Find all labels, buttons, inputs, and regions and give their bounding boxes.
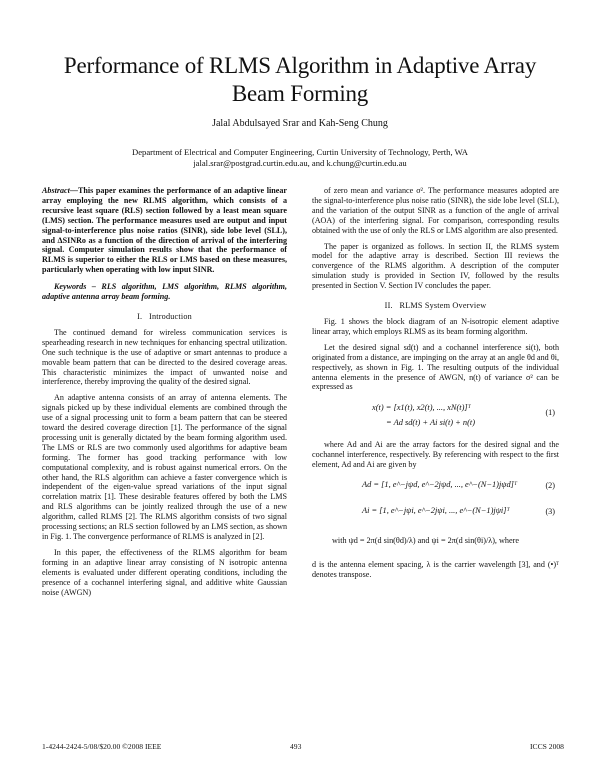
intro-paragraph: The continued demand for wireless communication services is spearheading research in new techniques for enhancing spectral utilization. One such technique is the use of adaptive or smart antennas to produce a movable beam pattern that can be directed to the desired coverage areas. This characteristic minimizes the impact of unwanted noise and interference, thereby improving the quality of the desired signal. [42,327,287,387]
equation-number: (3) [545,507,555,517]
section-number: II. [384,301,393,311]
body-paragraph: The paper is organized as follows. In section II, the RLMS system model for the adaptive array is described. Section III reviews the convergence of the RLMS algorithm. A description of the computer simulation study is provided in Section IV, followed by the results presented in Section V. Section IV concludes the paper. [312,241,559,291]
section-title: RLMS System Overview [399,301,487,311]
section-heading-introduction [42,312,287,322]
equation-body: Ai = [1, e^−jψi, e^−2jψi, ..., e^−(N−1)jψi]ᵀ [362,506,510,516]
intro-paragraph: In this paper, the effectiveness of the RLMS algorithm for beam forming in an adaptive linear array consisting of N isotropic antenna elements is evaluated under different operating conditions, including the presence of a cochannel interfering signal, and additive white Gaussian noise (AWGN) [42,547,287,597]
equation-body: Ad = [1, e^−jψd, e^−2jψd, ..., e^−(N−1)jψd]ᵀ [362,480,518,490]
left-column [42,186,287,603]
equation-number: (2) [545,481,555,491]
affiliation [0,147,600,169]
equation-1 [312,398,559,434]
psi-definition [312,528,559,556]
body-paragraph: Let the desired signal sd(t) and a cochannel interference si(t), both originated from a distance, are impinging on the array at an angle θd and θi, respectively, as shown in Fig. 1. The resulting outputs of the individual antenna elements in the presence of AWGN, n(t) of variance σ² can be expressed as [312,342,559,392]
equation-number: (1) [545,408,555,418]
affiliation-line: Department of Electrical and Computer Engineering, Curtin University of Technology, Perth, WA [132,147,468,157]
section-title: Introduction [149,311,192,321]
footer-copyright: 1-4244-2424-5/08/$20.00 ©2008 IEEE [42,742,162,751]
section-number: I. [137,311,143,321]
footer-conference: ICCS 2008 [530,742,564,751]
body-paragraph: where Ad and Ai are the array factors for the desired signal and the cochannel interference, respectively. By referencing with respect to the first element, Ad and Ai are given by [312,440,559,470]
body-paragraph: Fig. 1 shows the block diagram of an N-isotropic element adaptive linear array, which employs RLMS as its beam forming algorithm. [312,316,559,336]
intro-paragraph: An adaptive antenna consists of an array of antenna elements. The signals picked up by these individual elements are combined through the use of a signal processing unit to form a beam pattern that can be steered toward the desired coverage direction [1]. The performance of the signal processing unit is generally dictated by the beam forming algorithm used. The LMS or RLS are two commonly used algorithms for adaptive beam forming. The former has good tracking performance with low computational complexity, and is robust against numerical errors. On the other hand, the RLS algorithm can achieve a faster convergence which is independent of the eigen-value spread variations of the input signal correlation matrix [1]. These desirable features offered by both the LMS and RLS algorithms can be jointly realized through the use of a new algorithm, called RLMS [2]. The RLMS algorithm consists of two signal processing sections; an RLS section followed by an LMS section, as shown in Fig. 1. The convergence performance of RLMS is analyzed in [2]. [42,393,287,541]
equation-body [372,400,475,430]
keywords: Keywords – RLS algorithm, LMS algorithm, RLMS algorithm, adaptive antenna array beam forming. [42,282,287,302]
abstract-text: This paper examines the performance of an adaptive linear array employing the new RLMS algorithm, which consists of a recursive least square (RLS) section followed by a least mean square (LMS) section. The performance measures used are output and input signal-to-interference plus noise ratios (SINR), side lobe level (SLL), and ΔSINRo as a function of the direction of arrival of the interfering signal. Computer simulation results show that the performance of RLMS is superior to either the RLS or LMS based on these measures, particularly when operating with low input SINR. [42,186,287,275]
abstract-lead: Abstract— [42,186,78,195]
equation-3 [312,502,559,524]
equation-2 [312,476,559,498]
equation-line: = Ad sd(t) + Ai si(t) + n(t) [386,418,475,428]
body-paragraph: of zero mean and variance σ². The performance measures adopted are the signal-to-interference plus noise ratio (SINR), the side lobe level (SLL), and the variation of the output SINR as a function of the angle of arrival (AOA) of the interfering signal. For comparison, corresponding results obtained with the use of only the RLS or LMS algorithm are also presented. [312,186,559,235]
body-paragraph: d is the antenna element spacing, λ is the carrier wavelength [3], and (•)ᵀ denotes transpose. [312,560,559,579]
psi-definition-text: with ψd = 2π(d sin(θd)/λ) and ψi = 2π(d sin(θi)/λ), where [332,536,520,546]
authors: Jalal Abdulsayed Srar and Kah-Seng Chung [212,118,388,129]
page-number: 493 [290,742,302,751]
email-line: jalal.srar@postgrad.curtin.edu.au, and k.chung@curtin.edu.au [193,158,407,168]
section-heading-overview [312,301,559,311]
equation-line: x(t) = [x1(t), x2(t), ..., xN(t)]ᵀ [372,403,471,413]
right-column [312,186,559,586]
paper-title: Performance of RLMS Algorithm in Adaptive Array Beam Forming [63,53,537,106]
abstract [42,186,287,275]
